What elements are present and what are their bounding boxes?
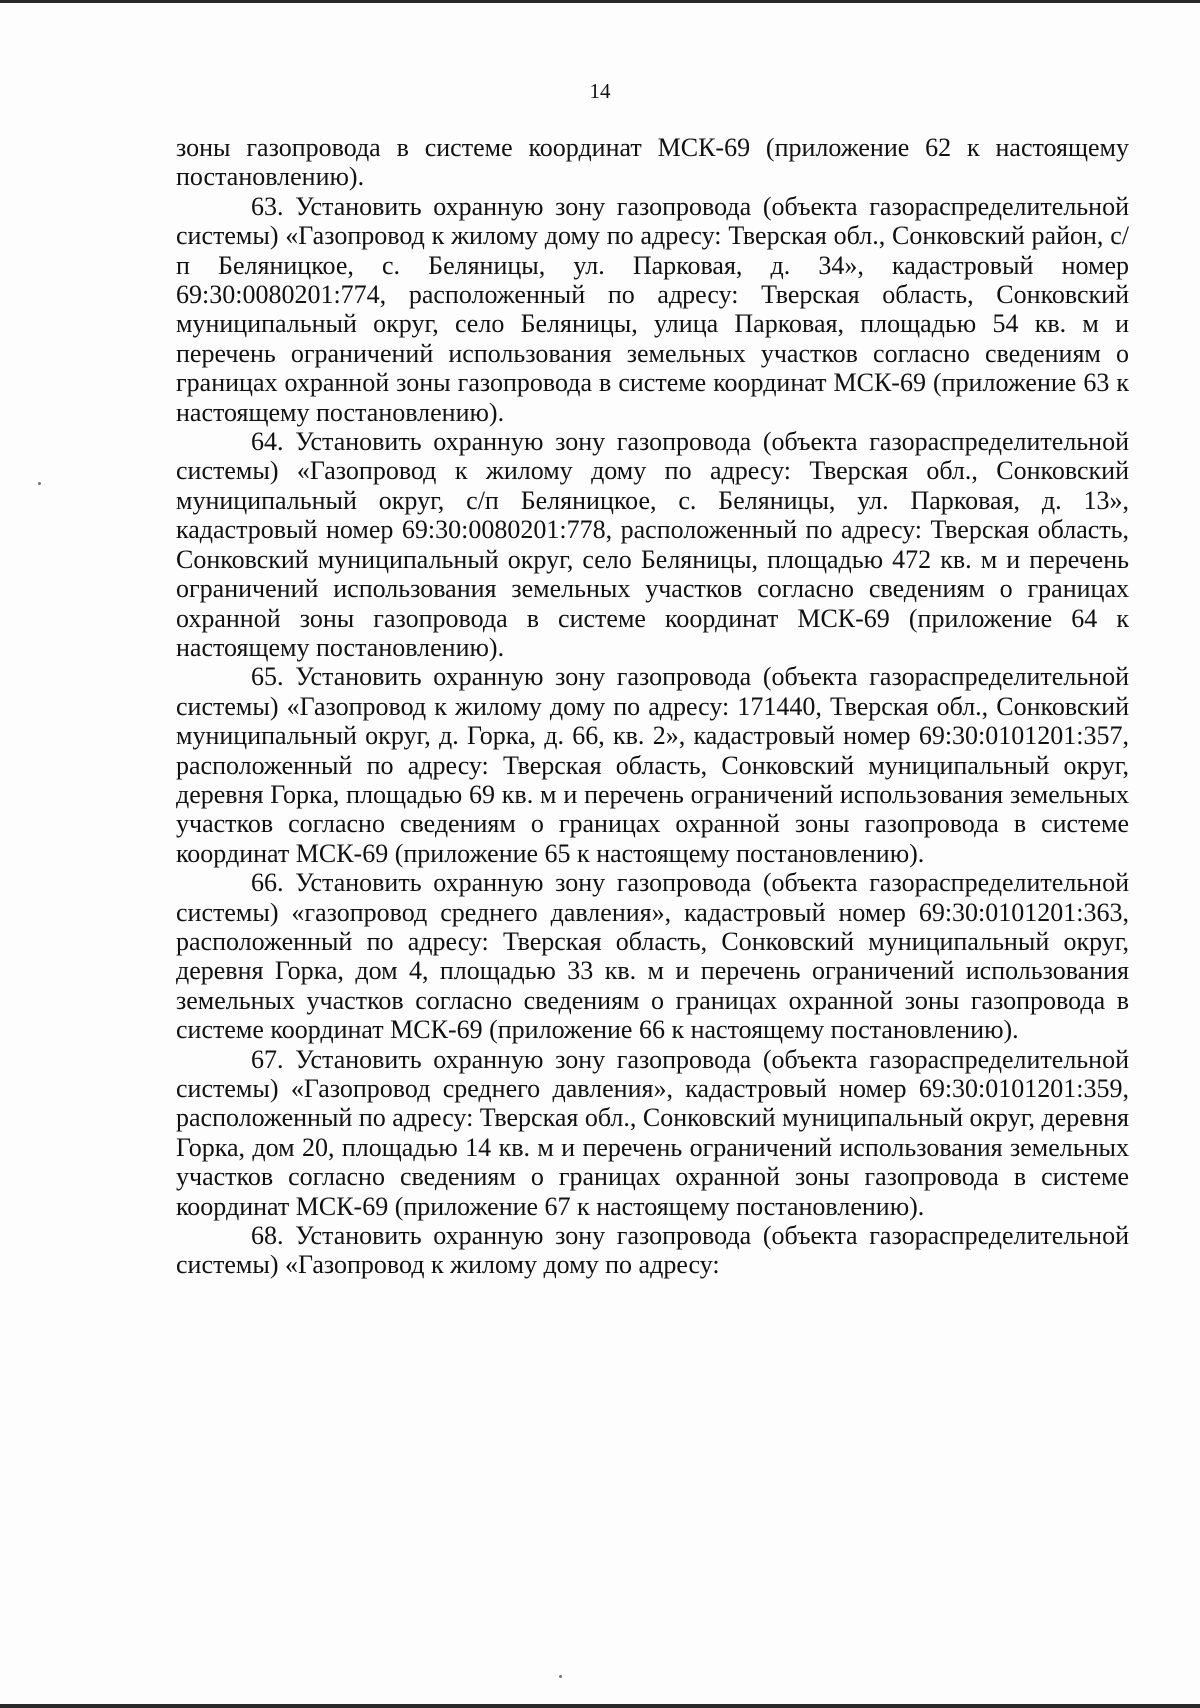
paragraph-item-65: 65. Установить охранную зону газопровода (объекта газораспределительной системы) «Газопровод к жилому дому по адресу: 171440, Тверская обл., Сонковский муниципальный округ, д. Горка, д. 66, кв. 2», кадастровый номер 69:30:0101201:357, расположенный по адресу: Тверская область, Сонковский муниципальный округ, деревня Горка, площадью 69 кв. м и перечень ограничений использования земельных участков согласно сведениям о границах охранной зоны газопровода в системе координат МСК-69 (приложение 65 к настоящему постановлению). [176,662,1129,868]
paragraph-item-64: 64. Установить охранную зону газопровода (объекта газораспределительной системы) «Газопровод к жилому дому по адресу: Тверская обл., Сонковский муниципальный округ, с/п Беляницкое, с. Беляницы, ул. Парковая, д. 13», кадастровый номер 69:30:0080201:778, расположенный по адресу: Тверская область, Сонковский муниципальный округ, село Беляницы, площадью 472 кв. м и перечень ограничений использования земельных участков согласно сведениям о границах охранной зоны газопровода в системе координат МСК-69 (приложение 64 к настоящему постановлению). [176,427,1129,662]
scan-bottom-edge [0,1704,1200,1708]
scan-speck [559,1675,562,1678]
document-body [176,133,1129,1280]
paragraph-item-68: 68. Установить охранную зону газопровода (объекта газораспределительной системы) «Газопровод к жилому дому по адресу: [176,1221,1129,1280]
page-number: 14 [589,79,611,103]
paragraph-continuation-62: зоны газопровода в системе координат МСК-69 (приложение 62 к настоящему постановлению). [176,133,1129,192]
paragraph-item-67: 67. Установить охранную зону газопровода (объекта газораспределительной системы) «Газопровод среднего давления», кадастровый номер 69:30:0101201:359, расположенный по адресу: Тверская обл., Сонковский муниципальный округ, деревня Горка, дом 20, площадью 14 кв. м и перечень ограничений использования земельных участков согласно сведениям о границах охранной зоны газопровода в системе координат МСК-69 (приложение 67 к настоящему постановлению). [176,1044,1129,1221]
paragraph-item-66: 66. Установить охранную зону газопровода (объекта газораспределительной системы) «газопровод среднего давления», кадастровый номер 69:30:0101201:363, расположенный по адресу: Тверская область, Сонковский муниципальный округ, деревня Горка, дом 4, площадью 33 кв. м и перечень ограничений использования земельных участков согласно сведениям о границах охранной зоны газопровода в системе координат МСК-69 (приложение 66 к настоящему постановлению). [176,868,1129,1045]
scan-top-edge [0,0,1200,3]
paragraph-item-63: 63. Установить охранную зону газопровода (объекта газораспределительной системы) «Газопровод к жилому дому по адресу: Тверская обл., Сонковский район, с/п Беляницкое, с. Беляницы, ул. Парковая, д. 34», кадастровый номер 69:30:0080201:774, расположенный по адресу: Тверская область, Сонковский муниципальный округ, село Беляницы, улица Парковая, площадью 54 кв. м и перечень ограничений использования земельных участков согласно сведениям о границах охранной зоны газопровода в системе координат МСК-69 (приложение 63 к настоящему постановлению). [176,191,1129,427]
scan-speck [38,482,41,485]
